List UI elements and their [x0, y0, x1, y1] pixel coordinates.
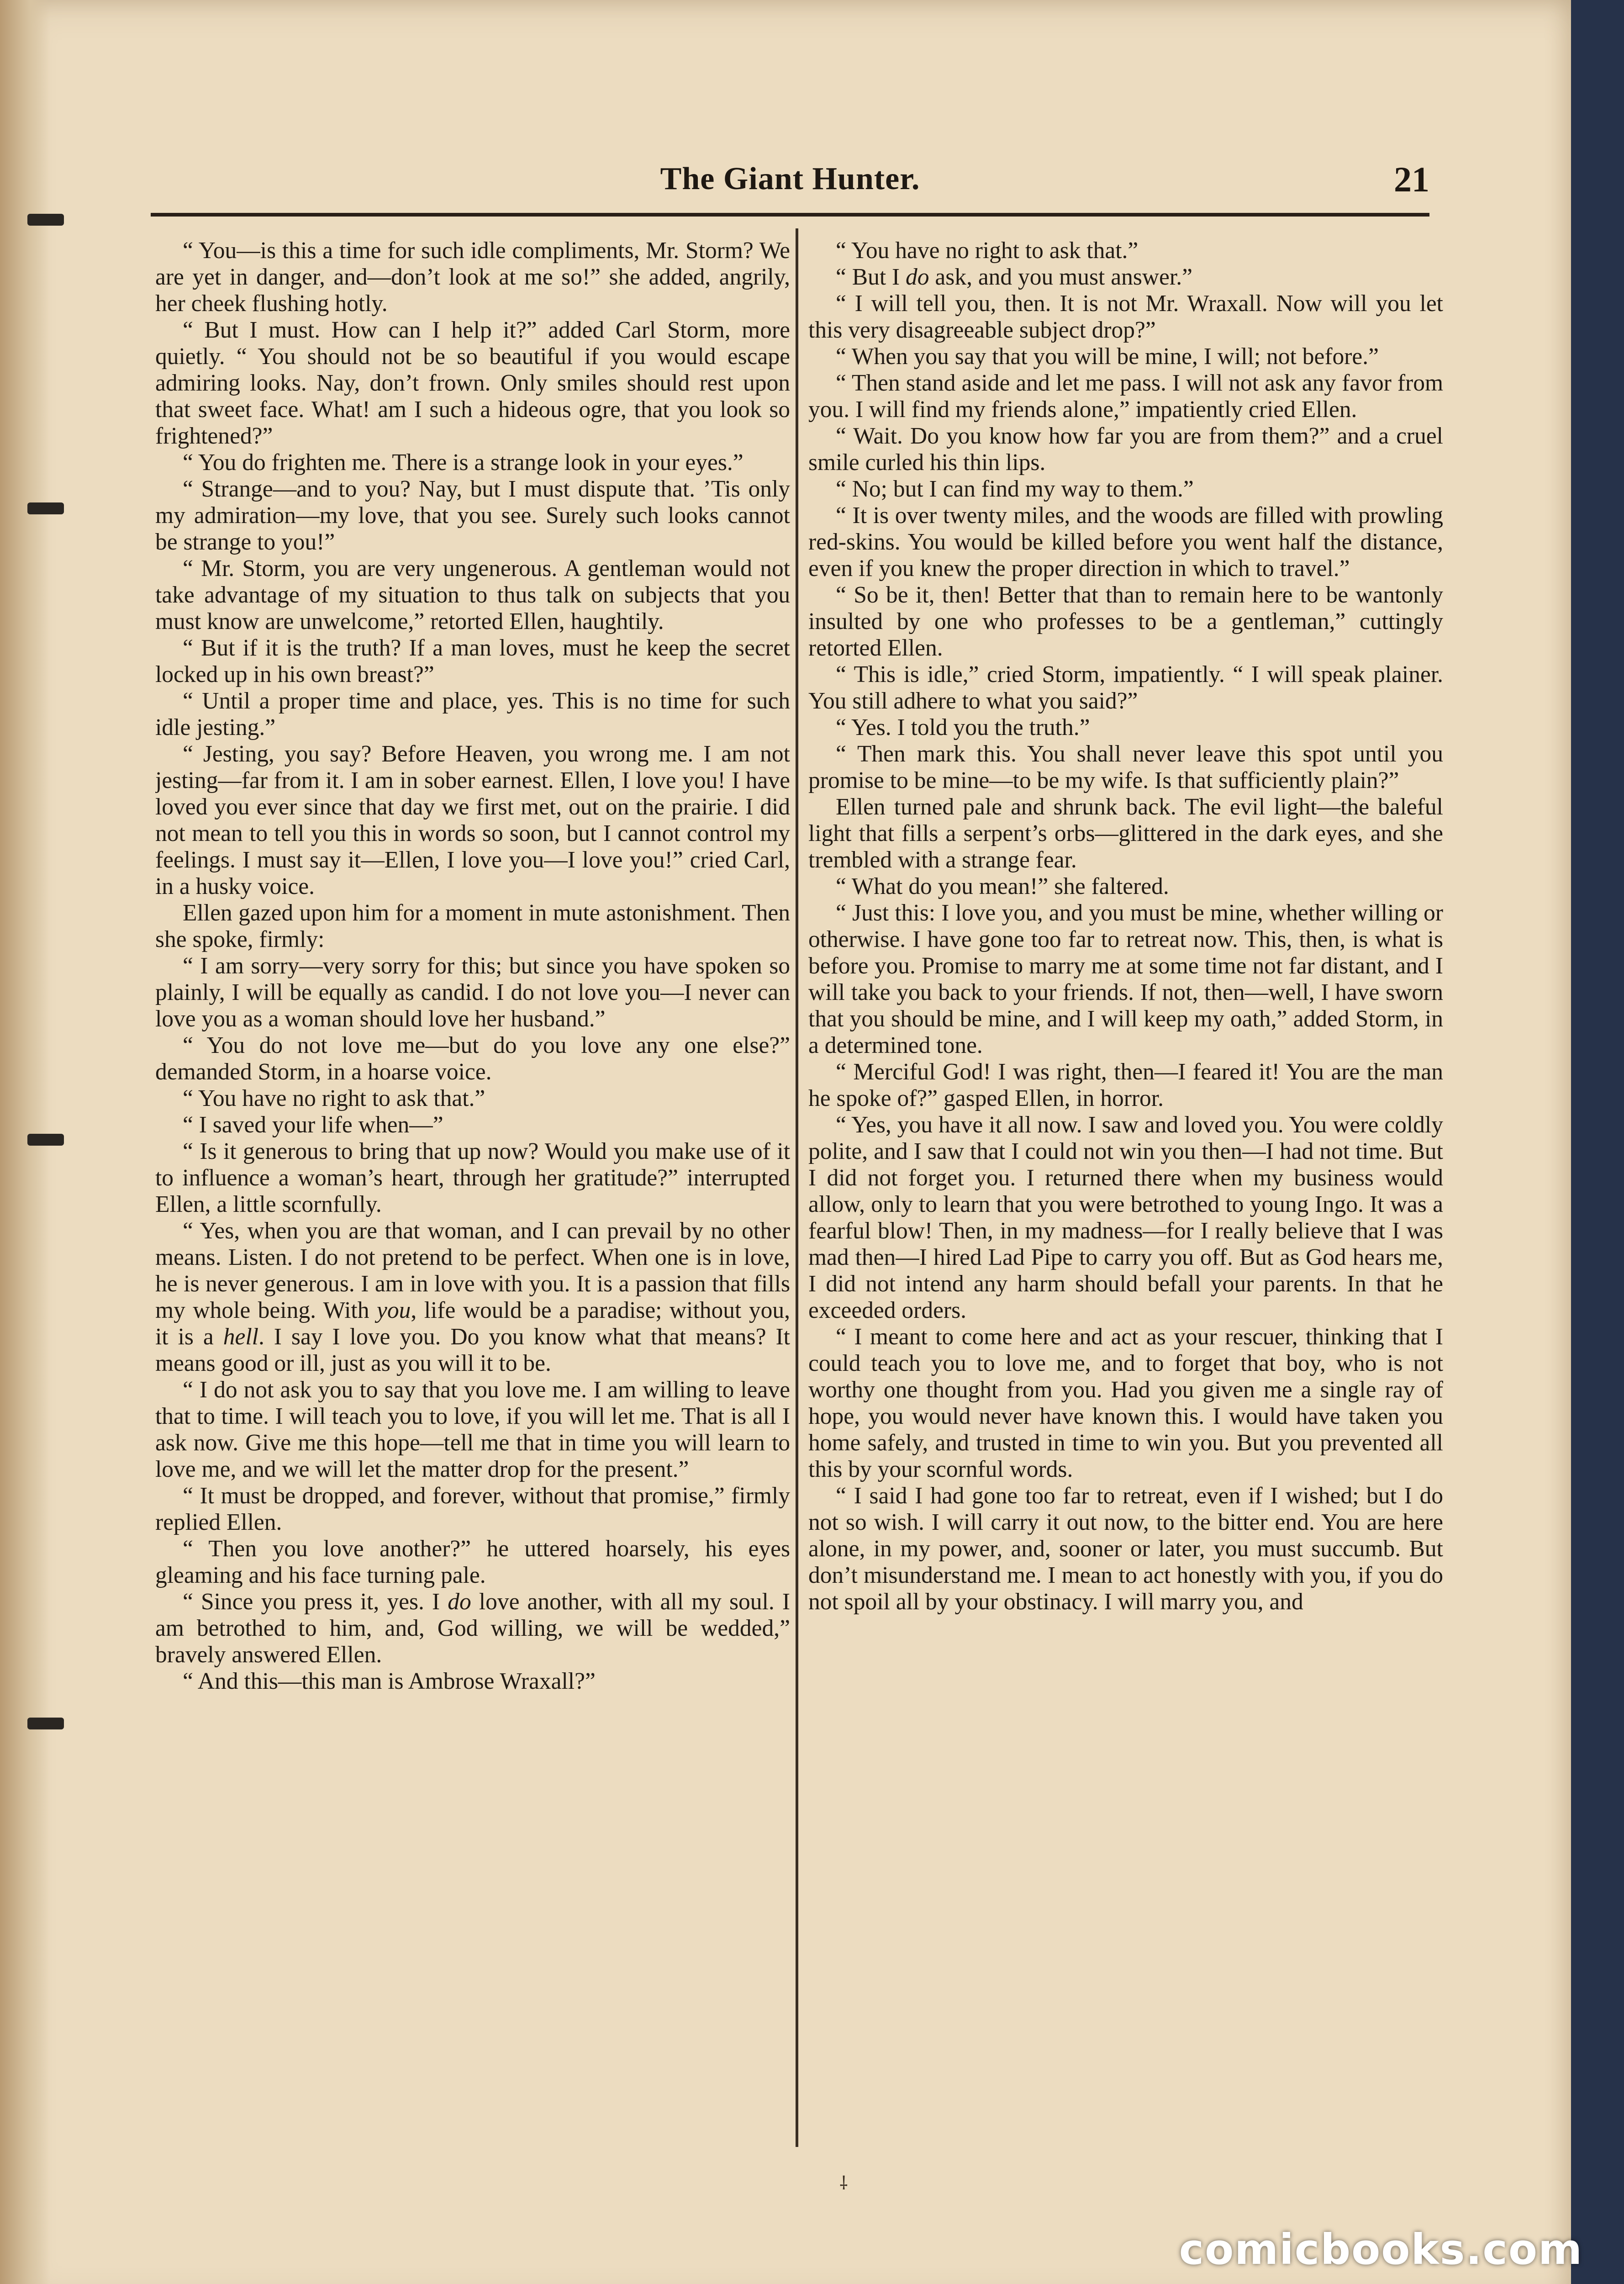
page-number: 21 — [1394, 159, 1429, 199]
paragraph: “ Is it generous to bring that up now? Would you make use of it to influence a woman’s heart, through her gratitude?” interrupted Ellen, a little scornfully. — [155, 1138, 790, 1217]
binding-thread — [27, 214, 64, 226]
paragraph: “ Just this: I love you, and you must be mine, whether willing or otherwise. I have gone too far to retreat now. This, then, is what is before you. Promise to marry me at some time not far distant, and I will take you back to your friends. If not, then—well, I have sworn that you should be mine, and I will keep my oath,” added Storm, in a determined tone. — [808, 900, 1443, 1058]
binding-thread — [27, 1718, 64, 1729]
paragraph: “ Then mark this. You shall never leave this spot until you promise to be mine—to be my wife. Is that sufficiently plain?” — [808, 741, 1443, 793]
paragraph: “ Then stand aside and let me pass. I will not ask any favor from you. I will find my friends alone,” impatiently cried Ellen. — [808, 370, 1443, 423]
right-text-column — [808, 238, 1443, 2165]
paragraph: “ It is over twenty miles, and the woods are filled with prowling red-skins. You would be killed before you went half the distance, even if you knew the proper direction in which to travel.” — [808, 502, 1443, 582]
header-rule — [151, 213, 1429, 217]
paragraph: “ This is idle,” cried Storm, impatiently. “ I will speak plainer. You still adhere to what you said?” — [808, 661, 1443, 714]
paragraph: “ Merciful God! I was right, then—I feared it! You are the man he spoke of?” gasped Ellen, in horror. — [808, 1059, 1443, 1111]
paragraph: “ Then you love another?” he uttered hoarsely, his eyes gleaming and his face turning pale. — [155, 1536, 790, 1588]
paragraph: “ You have no right to ask that.” — [836, 238, 1139, 264]
paragraph: “ I will tell you, then. It is not Mr. Wraxall. Now will you let this very disagreeable subject drop?” — [808, 291, 1443, 343]
paragraph: “ Wait. Do you know how far you are from them?” and a cruel smile curled his thin lips. — [808, 423, 1443, 476]
paragraph: “ But I do ask, and you must answer.” — [836, 264, 1192, 290]
binding-thread — [27, 1134, 64, 1146]
paragraph: “ So be it, then! Better that than to remain here to be wantonly insulted by one who professes to be a gentleman,” cuttingly retorted Ellen. — [808, 582, 1443, 661]
page-header — [151, 155, 1429, 206]
paragraph: “ I saved your life when—” — [183, 1112, 443, 1138]
paragraph: “ Strange—and to you? Nay, but I must dispute that. ’Tis only my admiration—my love, that you see. Surely such looks cannot be strange to you!” — [155, 476, 790, 555]
paragraph: “ But I must. How can I help it?” added Carl Storm, more quietly. “ You should not be so beautiful if you would escape admiring looks. Nay, don’t frown. Only smiles should rest upon that sweet face. What! am I such a hideous ogre, that you look so frightened?” — [155, 317, 790, 449]
paragraph: “ It must be dropped, and forever, without that promise,” firmly replied Ellen. — [155, 1483, 790, 1535]
binding-thread — [27, 502, 64, 514]
paragraph: “ When you say that you will be mine, I will; not before.” — [836, 344, 1379, 370]
paragraph: “ You have no right to ask that.” — [183, 1085, 485, 1111]
paragraph: Ellen turned pale and shrunk back. The evil light—the baleful light that fills a serpent’s orbs—glittered in the dark eyes, and she trembled with a strange fear. — [808, 794, 1443, 873]
paragraph: “ Yes, you have it all now. I saw and loved you. You were coldly polite, and I saw that I could not win you then—I had not time. But I did not forget you. I returned there when my business would allow, only to learn that you were betrothed to young Ingo. It was a fearful blow! Then, in my madness—for I really believe that I was mad then—I hired Lad Pipe to carry you off. But as God hears me, I did not intend any harm should befall your parents. In that he exceeded orders. — [808, 1112, 1443, 1323]
paragraph: “ Yes, when you are that woman, and I can prevail by no other means. Listen. I do not pretend to be perfect. When one is in love, he is never generous. I am in love with you. It is a passion that fills my whole being. With you, life would be a paradise; without you, it is a hell. I say I love you. Do you know what that means? It means good or ill, just as you will it to be. — [155, 1218, 790, 1376]
paragraph: “ I said I had gone too far to retreat, even if I wished; but I do not so wish. I will carry it out now, to the bitter end. You are here alone, in my power, and, sooner or later, you must succumb. But don’t misunderstand me. I mean to act honestly with you, if you do not spoil all by your obstinacy. I will marry you, and — [808, 1483, 1443, 1615]
paragraph: “ Since you press it, yes. I do love another, with all my soul. I am betrothed to him, and, God willing, we will be wedded,” bravely answered Ellen. — [155, 1589, 790, 1668]
paragraph: “ And this—this man is Ambrose Wraxall?” — [183, 1668, 596, 1694]
left-text-column — [155, 238, 790, 2165]
paragraph: “ You do frighten me. There is a strange look in your eyes.” — [183, 449, 743, 476]
paragraph: “ I do not ask you to say that you love me. I am willing to leave that to time. I will teach you to love, if you will let me. That is all I ask now. Give me this hope—tell me that in time you will learn to love me, and we will let the matter drop for the present.” — [155, 1377, 790, 1482]
column-divider — [796, 228, 798, 2147]
paragraph: “ You—is this a time for such idle compliments, Mr. Storm? We are yet in danger, and—don’t look at me so!” she added, angrily, her cheek flushing hotly. — [155, 238, 790, 317]
paragraph: “ Until a proper time and place, yes. This is no time for such idle jesting.” — [155, 688, 790, 740]
paragraph: “ You do not love me—but do you love any one else?” demanded Storm, in a hoarse voice. — [155, 1032, 790, 1085]
paragraph: “ I meant to come here and act as your rescuer, thinking that I could teach you to love me, and to forget that boy, who is not worthy one thought from you. Had you given me a single ray of hope, you would never have known this. I would have taken you home safely, and trusted in time to win you. But you prevented all this by your scornful words. — [808, 1324, 1443, 1482]
page-footer-mark: ⸸ — [839, 2173, 848, 2194]
paragraph: “ I am sorry—very sorry for this; but since you have spoken so plainly, I will be equally as candid. I do not love you—I never can love you as a woman should love her husband.” — [155, 953, 790, 1032]
paragraph: Ellen gazed upon him for a moment in mute astonishment. Then she spoke, firmly: — [155, 900, 790, 952]
paragraph: “ What do you mean!” she faltered. — [836, 873, 1169, 899]
site-watermark: comicbooks.com — [1179, 2225, 1583, 2274]
paragraph: “ But if it is the truth? If a man loves, must he keep the secret locked up in his own breast?” — [155, 635, 790, 687]
paragraph: “ Jesting, you say? Before Heaven, you wrong me. I am not jesting—far from it. I am in sober earnest. Ellen, I love you! I have loved you ever since that day we first met, out on the prairie. I did not mean to tell you this in words so soon, but I cannot control my feelings. I must say it—Ellen, I love you—I love you!” cried Carl, in a husky voice. — [155, 741, 790, 899]
paragraph: “ Yes. I told you the truth.” — [836, 714, 1090, 740]
paragraph: “ No; but I can find my way to them.” — [836, 476, 1194, 502]
paragraph: “ Mr. Storm, you are very ungenerous. A gentleman would not take advantage of my situation to thus talk on subjects that you must know are unwelcome,” retorted Ellen, haughtily. — [155, 555, 790, 634]
running-title: The Giant Hunter. — [660, 161, 920, 196]
